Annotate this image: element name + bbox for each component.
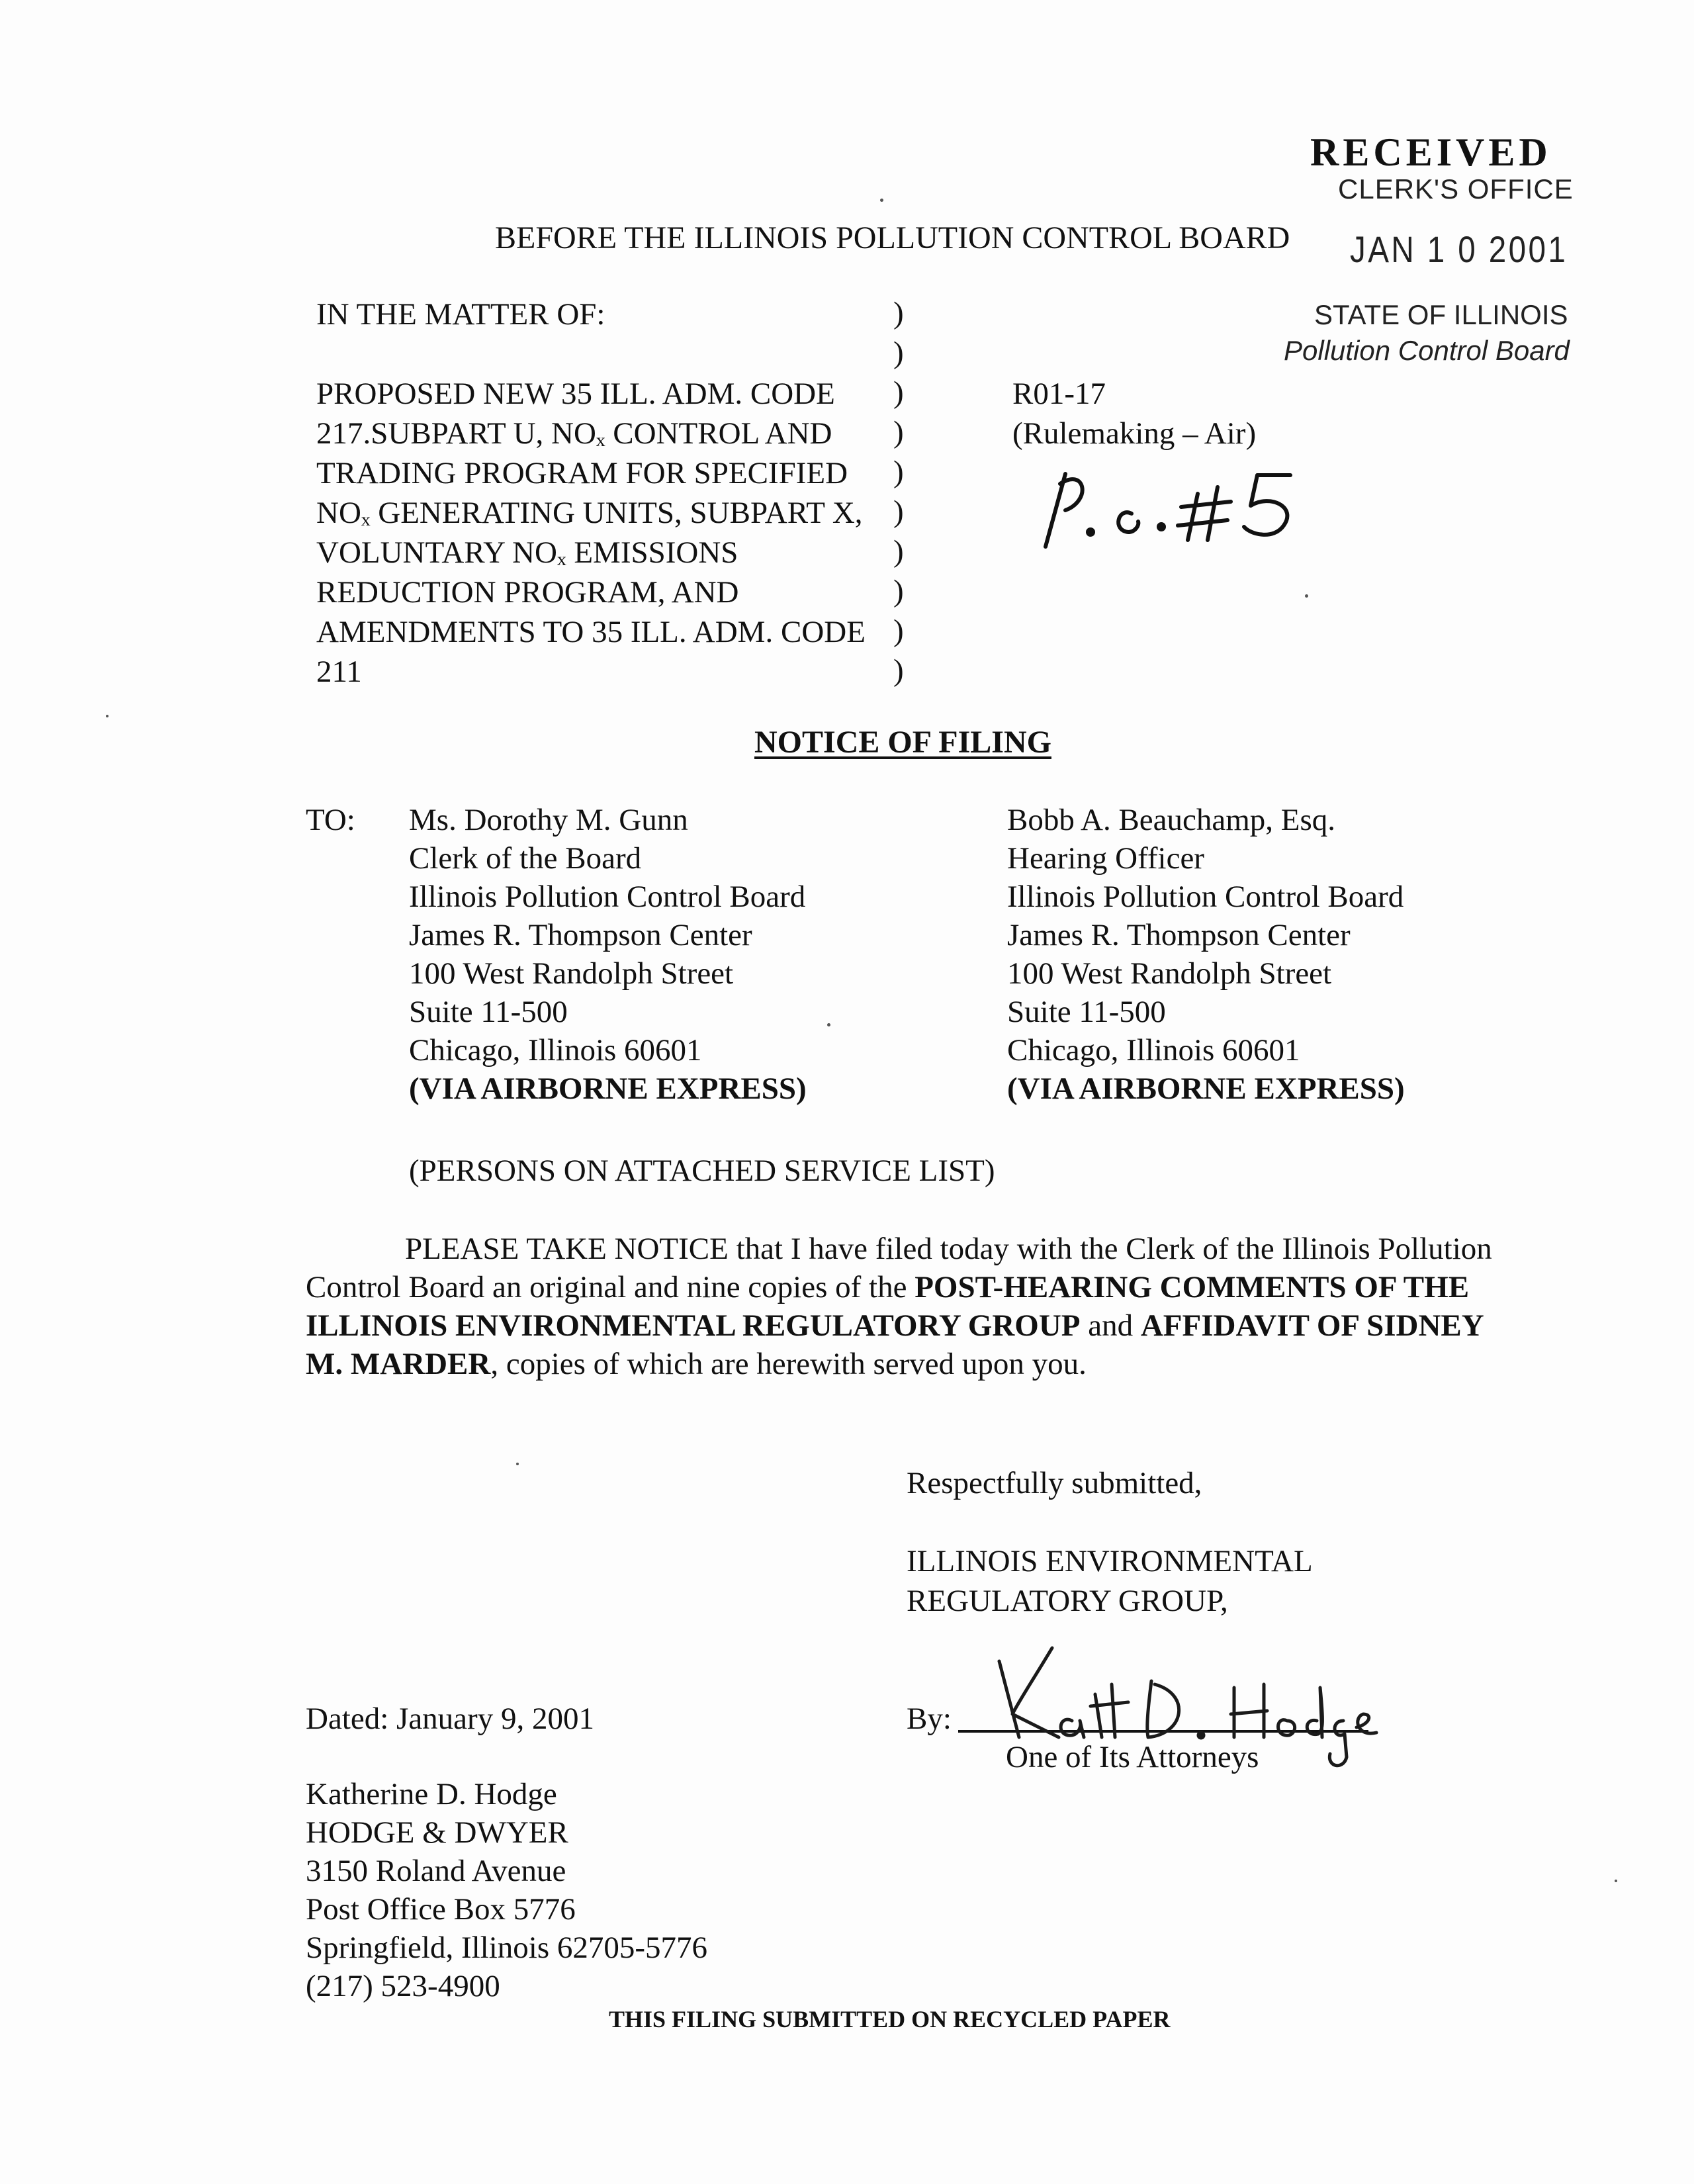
attorney-block-line: Katherine D. Hodge <box>306 1777 557 1811</box>
one-of-its-attorneys: One of Its Attorneys <box>1006 1740 1259 1774</box>
by-label: By: <box>907 1702 952 1736</box>
stamp-date: JAN 1 0 2001 <box>1350 228 1568 270</box>
organization-name-line: REGULATORY GROUP, <box>907 1584 1228 1618</box>
recipient-2-line: Illinois Pollution Control Board <box>1007 880 1404 914</box>
attorney-block-line: (217) 523-4900 <box>306 1969 500 2003</box>
recipient-2-line: James R. Thompson Center <box>1007 918 1351 952</box>
body-bold-comments: POST-HEARING COMMENTS OF THE ILLINOIS ENVIRONMENTAL REGULATORY GROUP <box>306 1270 1470 1343</box>
attorney-block-line: 3150 Roland Avenue <box>306 1854 566 1888</box>
caption-line: AMENDMENTS TO 35 ILL. ADM. CODE <box>316 615 866 649</box>
caption-line: VOLUNTARY NOₓ EMISSIONS <box>316 535 738 570</box>
matter-label: IN THE MATTER OF: <box>316 297 605 332</box>
rulemaking-type: (Rulemaking – Air) <box>1012 416 1257 451</box>
scan-speck <box>880 199 883 202</box>
recipient-2-line: Bobb A. Beauchamp, Esq. <box>1007 803 1336 837</box>
recipient-1-line: Clerk of the Board <box>409 841 642 876</box>
recipient-2-line: Chicago, Illinois 60601 <box>1007 1033 1300 1068</box>
pollution-control-board: Pollution Control Board <box>1284 335 1570 366</box>
handwritten-pc-number <box>1019 447 1323 560</box>
attorney-block-line: Post Office Box 5776 <box>306 1892 576 1927</box>
respectfully-submitted: Respectfully submitted, <box>907 1466 1202 1500</box>
state-of-illinois: STATE OF ILLINOIS <box>1314 299 1568 330</box>
caption-line: NOₓ GENERATING UNITS, SUBPART X, <box>316 496 863 530</box>
scan-speck <box>1615 1880 1617 1882</box>
caption-line: 211 <box>316 655 362 689</box>
caption-paren: ) <box>893 574 904 608</box>
caption-paren: ) <box>893 375 904 410</box>
caption-paren: ) <box>893 296 904 330</box>
body-text: and <box>1080 1308 1141 1343</box>
recipient-1-line: Illinois Pollution Control Board <box>409 880 806 914</box>
caption-paren: ) <box>893 336 904 370</box>
recipient-2-line: Suite 11-500 <box>1007 995 1166 1029</box>
body-text: , copies of which are herewith served upon you. <box>490 1347 1087 1381</box>
body-bold-affidavit: AFFIDAVIT OF SIDNEY M. MARDER <box>306 1308 1483 1381</box>
caption-line: PROPOSED NEW 35 ILL. ADM. CODE <box>316 377 835 411</box>
body-text: PLEASE TAKE NOTICE that I have filed today with the Clerk of the Illinois Pollution Control Board an original and nine copies of the <box>306 1232 1492 1304</box>
attorney-block-line: Springfield, Illinois 62705-5776 <box>306 1931 708 1965</box>
caption-paren: ) <box>893 653 904 688</box>
caption-paren: ) <box>893 415 904 449</box>
recipient-1-line: 100 West Randolph Street <box>409 956 734 991</box>
recipient-1-line: Suite 11-500 <box>409 995 568 1029</box>
recipient-1-line: James R. Thompson Center <box>409 918 752 952</box>
recipient-2-line: 100 West Randolph Street <box>1007 956 1332 991</box>
notice-of-filing-title: NOTICE OF FILING <box>754 725 1051 760</box>
recipient-2-line: Hearing Officer <box>1007 841 1204 876</box>
docket-number: R01-17 <box>1012 377 1106 411</box>
received-stamp: RECEIVED <box>1310 130 1552 174</box>
caption-paren: ) <box>893 494 904 529</box>
caption-paren: ) <box>893 614 904 648</box>
recipient-2-delivery: (VIA AIRBORNE EXPRESS) <box>1007 1071 1405 1106</box>
recipient-1-line: Chicago, Illinois 60601 <box>409 1033 702 1068</box>
service-list-note: (PERSONS ON ATTACHED SERVICE LIST) <box>409 1154 995 1188</box>
scan-speck <box>1305 594 1308 598</box>
scan-speck <box>106 715 109 717</box>
caption-line: 217.SUBPART U, NOₓ CONTROL AND <box>316 416 832 451</box>
scan-speck <box>827 1023 830 1026</box>
attorney-block-line: HODGE & DWYER <box>306 1815 568 1850</box>
caption-line: REDUCTION PROGRAM, AND <box>316 575 739 610</box>
dated-line: Dated: January 9, 2001 <box>306 1702 594 1736</box>
recipient-1-delivery: (VIA AIRBORNE EXPRESS) <box>409 1071 807 1106</box>
clerk-office-stamp: CLERK'S OFFICE <box>1338 173 1574 205</box>
recipient-1-line: Ms. Dorothy M. Gunn <box>409 803 688 837</box>
caption-line: TRADING PROGRAM FOR SPECIFIED <box>316 456 848 490</box>
scan-speck <box>516 1463 519 1465</box>
to-label: TO: <box>306 803 355 837</box>
caption-paren: ) <box>893 455 904 489</box>
notice-paragraph <box>306 1230 1497 1383</box>
court-heading: BEFORE THE ILLINOIS POLLUTION CONTROL BOARD <box>495 220 1290 255</box>
organization-name-line: ILLINOIS ENVIRONMENTAL <box>907 1544 1313 1578</box>
caption-paren: ) <box>893 534 904 569</box>
recycled-paper-footer: THIS FILING SUBMITTED ON RECYCLED PAPER <box>609 2006 1171 2032</box>
